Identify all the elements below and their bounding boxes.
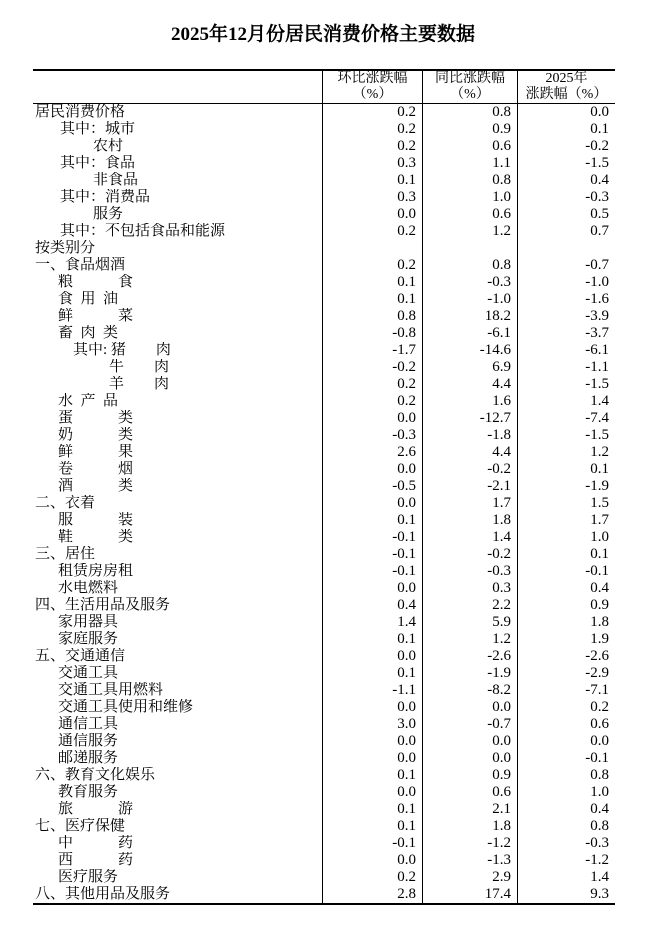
row-mom-value: -1.7: [322, 342, 422, 359]
row-mom-value: 0.0: [322, 699, 422, 716]
table-row: [33, 427, 615, 444]
header-yoy-column: [422, 71, 517, 103]
table-row: [33, 325, 615, 342]
row-mom-value: 0.1: [322, 801, 422, 818]
row-ytd-value: -7.4: [517, 410, 615, 427]
table-row: [33, 495, 615, 512]
row-label: 交通工具: [58, 665, 119, 681]
row-ytd-value: 0.6: [517, 716, 615, 733]
row-label: 其中: 猪 肉: [73, 342, 171, 358]
table-row: [33, 172, 615, 189]
row-label: 三、居住: [35, 546, 96, 562]
table-row: [33, 393, 615, 410]
table-row: [33, 784, 615, 801]
row-mom-value: 1.4: [322, 614, 422, 631]
row-yoy-value: -2.1: [422, 478, 517, 495]
row-ytd-value: -6.1: [517, 342, 615, 359]
row-mom-value: 0.0: [322, 784, 422, 801]
row-mom-value: 0.0: [322, 461, 422, 478]
table-row: [33, 631, 615, 648]
row-ytd-value: -1.5: [517, 427, 615, 444]
row-yoy-value: 0.6: [422, 784, 517, 801]
row-label: 水电燃料: [58, 580, 119, 596]
header-yoy-line2: （%）: [450, 87, 490, 102]
row-label: 鞋 类: [58, 529, 134, 545]
row-mom-value: -0.1: [322, 529, 422, 546]
header-mom-column: [322, 71, 422, 103]
table-row: [33, 189, 615, 206]
row-ytd-value: 0.4: [517, 172, 615, 189]
row-yoy-value: -1.0: [422, 291, 517, 308]
row-label: 四、生活用品及服务: [35, 597, 171, 613]
row-yoy-value: 1.1: [422, 155, 517, 172]
table-row: [33, 512, 615, 529]
row-yoy-value: -0.3: [422, 563, 517, 580]
row-ytd-value: 0.7: [517, 223, 615, 240]
row-yoy-value: -14.6: [422, 342, 517, 359]
row-mom-value: 0.2: [322, 104, 422, 121]
row-label: 邮递服务: [58, 750, 119, 766]
row-ytd-value: 1.4: [517, 393, 615, 410]
row-ytd-value: -1.9: [517, 478, 615, 495]
table-row: [33, 223, 615, 240]
row-label: 一、食品烟酒: [35, 257, 126, 273]
row-yoy-value: 18.2: [422, 308, 517, 325]
row-mom-value: 0.2: [322, 223, 422, 240]
row-ytd-value: 0.0: [517, 733, 615, 750]
row-yoy-value: 0.0: [422, 750, 517, 767]
row-label: 牛 肉: [109, 359, 170, 375]
row-mom-value: 3.0: [322, 716, 422, 733]
row-mom-value: 0.2: [322, 376, 422, 393]
header-ytd-line1: 2025年: [545, 71, 588, 86]
row-ytd-value: 1.0: [517, 529, 615, 546]
row-label: 中 药: [58, 835, 134, 851]
table-row: [33, 155, 615, 172]
header-label-column: [33, 71, 322, 103]
table-row: [33, 104, 615, 121]
row-label: 食 用 油: [58, 291, 119, 307]
row-ytd-value: 0.4: [517, 580, 615, 597]
table-row: [33, 444, 615, 461]
row-label: 鲜 果: [58, 444, 134, 460]
row-label: 畜 肉 类: [58, 325, 119, 341]
row-mom-value: -0.5: [322, 478, 422, 495]
row-mom-value: 0.2: [322, 869, 422, 886]
header-ytd-column: [517, 71, 615, 103]
row-yoy-value: 1.2: [422, 223, 517, 240]
table-row: [33, 138, 615, 155]
row-ytd-value: 0.8: [517, 818, 615, 835]
row-label: 其中：不包括食品和能源: [60, 223, 226, 239]
row-yoy-value: -8.2: [422, 682, 517, 699]
row-ytd-value: -1.0: [517, 274, 615, 291]
row-ytd-value: 0.0: [517, 104, 615, 121]
row-ytd-value: -0.7: [517, 257, 615, 274]
row-mom-value: 0.1: [322, 631, 422, 648]
row-mom-value: -0.2: [322, 359, 422, 376]
table-row: [33, 376, 615, 393]
row-label: 农村: [93, 138, 124, 154]
row-ytd-value: -3.7: [517, 325, 615, 342]
row-ytd-value: [517, 240, 615, 257]
row-mom-value: 0.0: [322, 495, 422, 512]
table-row: [33, 461, 615, 478]
row-mom-value: 0.1: [322, 172, 422, 189]
row-label: 酒 类: [58, 478, 134, 494]
row-ytd-value: 1.9: [517, 631, 615, 648]
row-ytd-value: -1.2: [517, 852, 615, 869]
row-label: 服务: [93, 206, 124, 222]
table-row: [33, 206, 615, 223]
row-mom-value: -0.8: [322, 325, 422, 342]
row-label: 其中：消费品: [60, 189, 151, 205]
row-mom-value: -0.1: [322, 546, 422, 563]
table-row: [33, 563, 615, 580]
row-yoy-value: 1.4: [422, 529, 517, 546]
table-row: [33, 733, 615, 750]
row-yoy-value: -0.2: [422, 546, 517, 563]
row-yoy-value: 5.9: [422, 614, 517, 631]
row-yoy-value: -1.2: [422, 835, 517, 852]
row-label: 其中：食品: [60, 155, 136, 171]
row-mom-value: 0.1: [322, 767, 422, 784]
row-ytd-value: -0.1: [517, 750, 615, 767]
row-label: 通信服务: [58, 733, 119, 749]
row-label: 通信工具: [58, 716, 119, 732]
row-yoy-value: 2.1: [422, 801, 517, 818]
row-yoy-value: 0.8: [422, 172, 517, 189]
table-row: [33, 767, 615, 784]
row-yoy-value: [422, 240, 517, 257]
row-label: 六、教育文化娱乐: [35, 767, 156, 783]
row-yoy-value: 4.4: [422, 376, 517, 393]
row-yoy-value: 0.9: [422, 121, 517, 138]
row-label: 八、其他用品及服务: [35, 886, 171, 902]
row-mom-value: 0.0: [322, 580, 422, 597]
header-mom-line1: 环比涨跌幅: [337, 71, 408, 86]
row-ytd-value: -1.1: [517, 359, 615, 376]
row-mom-value: 0.0: [322, 410, 422, 427]
table-row: [33, 529, 615, 546]
table-row: [33, 546, 615, 563]
row-yoy-value: 2.9: [422, 869, 517, 886]
header-ytd-line2: 涨跌幅（%）: [525, 87, 608, 102]
row-mom-value: 0.2: [322, 138, 422, 155]
table-row: [33, 716, 615, 733]
table-row: [33, 835, 615, 852]
row-ytd-value: 1.7: [517, 512, 615, 529]
table-row: [33, 478, 615, 495]
row-label: 按类别分: [35, 240, 96, 256]
row-yoy-value: 4.4: [422, 444, 517, 461]
table-row: [33, 750, 615, 767]
row-yoy-value: 17.4: [422, 886, 517, 903]
row-ytd-value: 0.2: [517, 699, 615, 716]
row-ytd-value: 1.0: [517, 784, 615, 801]
row-mom-value: 0.0: [322, 648, 422, 665]
row-yoy-value: 0.6: [422, 138, 517, 155]
row-yoy-value: 1.2: [422, 631, 517, 648]
row-mom-value: 2.8: [322, 886, 422, 903]
row-yoy-value: -0.3: [422, 274, 517, 291]
row-label: 租赁房房租: [58, 563, 134, 579]
row-ytd-value: 0.8: [517, 767, 615, 784]
row-mom-value: 0.0: [322, 750, 422, 767]
row-mom-value: 0.4: [322, 597, 422, 614]
row-yoy-value: 0.6: [422, 206, 517, 223]
table-row: [33, 818, 615, 835]
row-mom-value: 0.1: [322, 291, 422, 308]
row-ytd-value: 1.8: [517, 614, 615, 631]
row-yoy-value: -0.7: [422, 716, 517, 733]
row-label: 粮 食: [58, 274, 134, 290]
row-yoy-value: -1.8: [422, 427, 517, 444]
row-mom-value: [322, 240, 422, 257]
row-yoy-value: 0.8: [422, 257, 517, 274]
table-row: [33, 308, 615, 325]
table-row: [33, 682, 615, 699]
row-mom-value: -0.1: [322, 835, 422, 852]
row-ytd-value: -2.9: [517, 665, 615, 682]
row-yoy-value: 1.8: [422, 818, 517, 835]
table-row: [33, 410, 615, 427]
row-mom-value: 2.6: [322, 444, 422, 461]
table-row: [33, 699, 615, 716]
row-label: 水 产 品: [58, 393, 119, 409]
row-label: 交通工具使用和维修: [58, 699, 194, 715]
row-mom-value: 0.8: [322, 308, 422, 325]
row-label: 鲜 菜: [58, 308, 134, 324]
row-ytd-value: 0.1: [517, 461, 615, 478]
row-yoy-value: 6.9: [422, 359, 517, 376]
table-row: [33, 240, 615, 257]
row-ytd-value: -1.6: [517, 291, 615, 308]
row-yoy-value: -1.9: [422, 665, 517, 682]
row-yoy-value: 1.7: [422, 495, 517, 512]
row-yoy-value: -0.2: [422, 461, 517, 478]
row-yoy-value: 0.0: [422, 733, 517, 750]
table-row: [33, 648, 615, 665]
row-ytd-value: 9.3: [517, 886, 615, 903]
row-mom-value: 0.1: [322, 274, 422, 291]
row-ytd-value: -2.6: [517, 648, 615, 665]
header-mom-line2: （%）: [352, 87, 393, 102]
row-label: 七、医疗保健: [35, 818, 126, 834]
row-label: 二、衣着: [35, 495, 96, 511]
row-mom-value: -0.3: [322, 427, 422, 444]
row-yoy-value: 2.2: [422, 597, 517, 614]
row-ytd-value: 1.4: [517, 869, 615, 886]
row-yoy-value: -2.6: [422, 648, 517, 665]
table-row: [33, 257, 615, 274]
row-yoy-value: -6.1: [422, 325, 517, 342]
row-label: 旅 游: [58, 801, 134, 817]
row-label: 西 药: [58, 852, 134, 868]
row-label: 卷 烟: [58, 461, 134, 477]
row-label: 非食品: [93, 172, 139, 188]
row-yoy-value: -1.3: [422, 852, 517, 869]
row-ytd-value: -0.1: [517, 563, 615, 580]
table-row: [33, 291, 615, 308]
row-label: 家用器具: [58, 614, 119, 630]
table-row: [33, 342, 615, 359]
row-ytd-value: -0.3: [517, 189, 615, 206]
row-label: 家庭服务: [58, 631, 119, 647]
row-label: 羊 肉: [109, 376, 170, 392]
row-mom-value: 0.1: [322, 665, 422, 682]
table-row: [33, 852, 615, 869]
cpi-data-table: [33, 69, 615, 905]
header-yoy-line1: 同比涨跌幅: [435, 71, 505, 86]
table-row: [33, 359, 615, 376]
page-title: 2025年12月份居民消费价格主要数据: [170, 24, 475, 45]
row-yoy-value: 1.6: [422, 393, 517, 410]
row-mom-value: 0.2: [322, 121, 422, 138]
table-body: [33, 104, 615, 903]
row-yoy-value: 1.8: [422, 512, 517, 529]
table-row: [33, 121, 615, 138]
table-row: [33, 869, 615, 886]
row-yoy-value: 0.8: [422, 104, 517, 121]
row-ytd-value: -1.5: [517, 155, 615, 172]
table-header-row: [33, 71, 615, 104]
row-label: 居民消费价格: [35, 104, 126, 120]
row-label: 服 装: [58, 512, 134, 528]
table-row: [33, 274, 615, 291]
row-label: 交通工具用燃料: [58, 682, 164, 698]
row-ytd-value: 0.1: [517, 546, 615, 563]
row-mom-value: 0.3: [322, 155, 422, 172]
row-mom-value: 0.1: [322, 818, 422, 835]
row-ytd-value: 0.1: [517, 121, 615, 138]
row-label: 其中：城市: [60, 121, 136, 137]
row-ytd-value: 1.2: [517, 444, 615, 461]
row-yoy-value: -12.7: [422, 410, 517, 427]
row-yoy-value: 0.9: [422, 767, 517, 784]
row-mom-value: 0.0: [322, 206, 422, 223]
row-ytd-value: -0.2: [517, 138, 615, 155]
row-yoy-value: 0.3: [422, 580, 517, 597]
row-mom-value: 0.3: [322, 189, 422, 206]
table-row: [33, 886, 615, 903]
row-ytd-value: 1.5: [517, 495, 615, 512]
row-ytd-value: 0.5: [517, 206, 615, 223]
row-mom-value: 0.1: [322, 512, 422, 529]
row-label: 五、交通通信: [35, 648, 126, 664]
row-ytd-value: -1.5: [517, 376, 615, 393]
row-ytd-value: -3.9: [517, 308, 615, 325]
table-row: [33, 580, 615, 597]
row-ytd-value: -7.1: [517, 682, 615, 699]
row-mom-value: -0.1: [322, 563, 422, 580]
row-label: 蛋 类: [58, 410, 134, 426]
row-mom-value: 0.2: [322, 257, 422, 274]
row-ytd-value: 0.9: [517, 597, 615, 614]
table-row: [33, 597, 615, 614]
row-label: 医疗服务: [58, 869, 119, 885]
row-label: 教育服务: [58, 784, 119, 800]
row-yoy-value: 1.0: [422, 189, 517, 206]
row-mom-value: 0.0: [322, 733, 422, 750]
row-mom-value: 0.2: [322, 393, 422, 410]
row-ytd-value: 0.4: [517, 801, 615, 818]
row-mom-value: 0.0: [322, 852, 422, 869]
table-row: [33, 665, 615, 682]
table-row: [33, 614, 615, 631]
row-label: 奶 类: [58, 427, 134, 443]
table-row: [33, 801, 615, 818]
row-mom-value: -1.1: [322, 682, 422, 699]
row-ytd-value: -0.3: [517, 835, 615, 852]
row-yoy-value: 0.0: [422, 699, 517, 716]
